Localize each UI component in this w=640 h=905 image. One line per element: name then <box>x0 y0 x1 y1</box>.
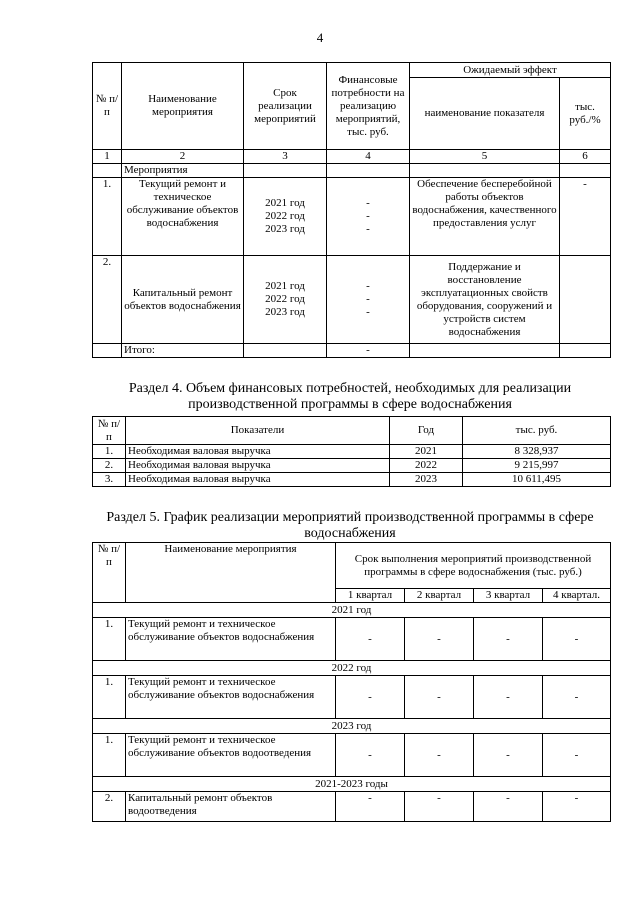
row-fin: - - - <box>327 256 410 344</box>
page-number: 4 <box>316 30 324 45</box>
row-unit <box>560 256 611 344</box>
header-indicator: Показатели <box>126 417 390 445</box>
section4-title: Раздел 4. Объем финансовых потребностей, необходимых для реализации производственной программы в сфере водоснабжения <box>128 381 572 412</box>
header-num: № п/п <box>93 417 126 445</box>
measures-table <box>92 62 611 358</box>
row-num: 1. <box>93 178 122 256</box>
year-row: 2023 год <box>93 719 611 734</box>
section-label: Мероприятия <box>122 164 244 178</box>
row-effect: Поддержание и восстановление эксплуатационных свойств оборудования, сооружений и устройств систем водоснабжения <box>410 256 560 344</box>
table-row: 1. Необходимая валовая выручка 2021 8 328,937 <box>93 445 611 459</box>
table-row <box>93 178 611 256</box>
row-name: Текущий ремонт и техническое обслуживание объектов водоснабжения <box>122 178 244 256</box>
header-term: Срок выполнения мероприятий производственной программы в сфере водоснабжения (тыс. руб.) <box>336 543 611 589</box>
header-name: Наименование мероприятия <box>122 63 244 150</box>
year-row: 2021-2023 годы <box>93 777 611 792</box>
header-quarter: 3 квартал <box>474 589 543 603</box>
table-row: 1. Текущий ремонт и техническое обслуживание объектов водоотведения - - - - <box>93 734 611 777</box>
column-numbers-row <box>93 150 611 164</box>
header-year: Год <box>390 417 463 445</box>
header-term: Срок реализации мероприятий <box>244 63 327 150</box>
row-fin: - - - <box>327 178 410 256</box>
header-quarter: 1 квартал <box>336 589 405 603</box>
colnum: 1 <box>93 150 122 164</box>
header-unit: тыс. руб./% <box>560 78 611 150</box>
table-row: 1. Текущий ремонт и техническое обслуживание объектов водоснабжения - - - - <box>93 676 611 719</box>
header-num: № п/п <box>93 63 122 150</box>
header-effect: Ожидаемый эффект <box>410 63 611 78</box>
table-row: 2. Необходимая валовая выручка 2022 9 215,997 <box>93 459 611 473</box>
row-years: 2021 год 2022 год 2023 год <box>244 256 327 344</box>
table-row: 3. Необходимая валовая выручка 2023 10 611,495 <box>93 473 611 487</box>
header-financing: Финансовые потребности на реализацию мероприятий, тыс. руб. <box>327 63 410 150</box>
header-quarter: 4 квартал. <box>543 589 611 603</box>
total-row <box>93 344 611 358</box>
header-num: № п/п <box>93 543 126 603</box>
section5-title: Раздел 5. График реализации мероприятий производственной программы в сфере водоснабжения <box>106 510 594 541</box>
colnum: 6 <box>560 150 611 164</box>
table-row <box>93 256 611 344</box>
colnum: 3 <box>244 150 327 164</box>
row-years: 2021 год 2022 год 2023 год <box>244 178 327 256</box>
colnum: 2 <box>122 150 244 164</box>
row-name: Капитальный ремонт объектов водоснабжения <box>122 256 244 344</box>
financial-needs-table <box>92 416 611 487</box>
total-label: Итого: <box>122 344 244 358</box>
row-unit: - <box>560 178 611 256</box>
table-row: 2. Капитальный ремонт объектов водоотведения - - - - <box>93 792 611 822</box>
header-quarter: 2 квартал <box>405 589 474 603</box>
row-num: 2. <box>93 256 122 344</box>
colnum: 5 <box>410 150 560 164</box>
row-effect: Обеспечение бесперебойной работы объектов водоснабжения, качественного предоставления услуг <box>410 178 560 256</box>
colnum: 4 <box>327 150 410 164</box>
year-row: 2022 год <box>93 661 611 676</box>
schedule-table <box>92 542 611 822</box>
year-row: 2021 год <box>93 603 611 618</box>
table-row: 1. Текущий ремонт и техническое обслуживание объектов водоснабжения - - - - <box>93 618 611 661</box>
total-value: - <box>327 344 410 358</box>
header-indicator: наименование показателя <box>410 78 560 150</box>
header-value: тыс. руб. <box>463 417 611 445</box>
header-name: Наименование мероприятия <box>126 543 336 603</box>
